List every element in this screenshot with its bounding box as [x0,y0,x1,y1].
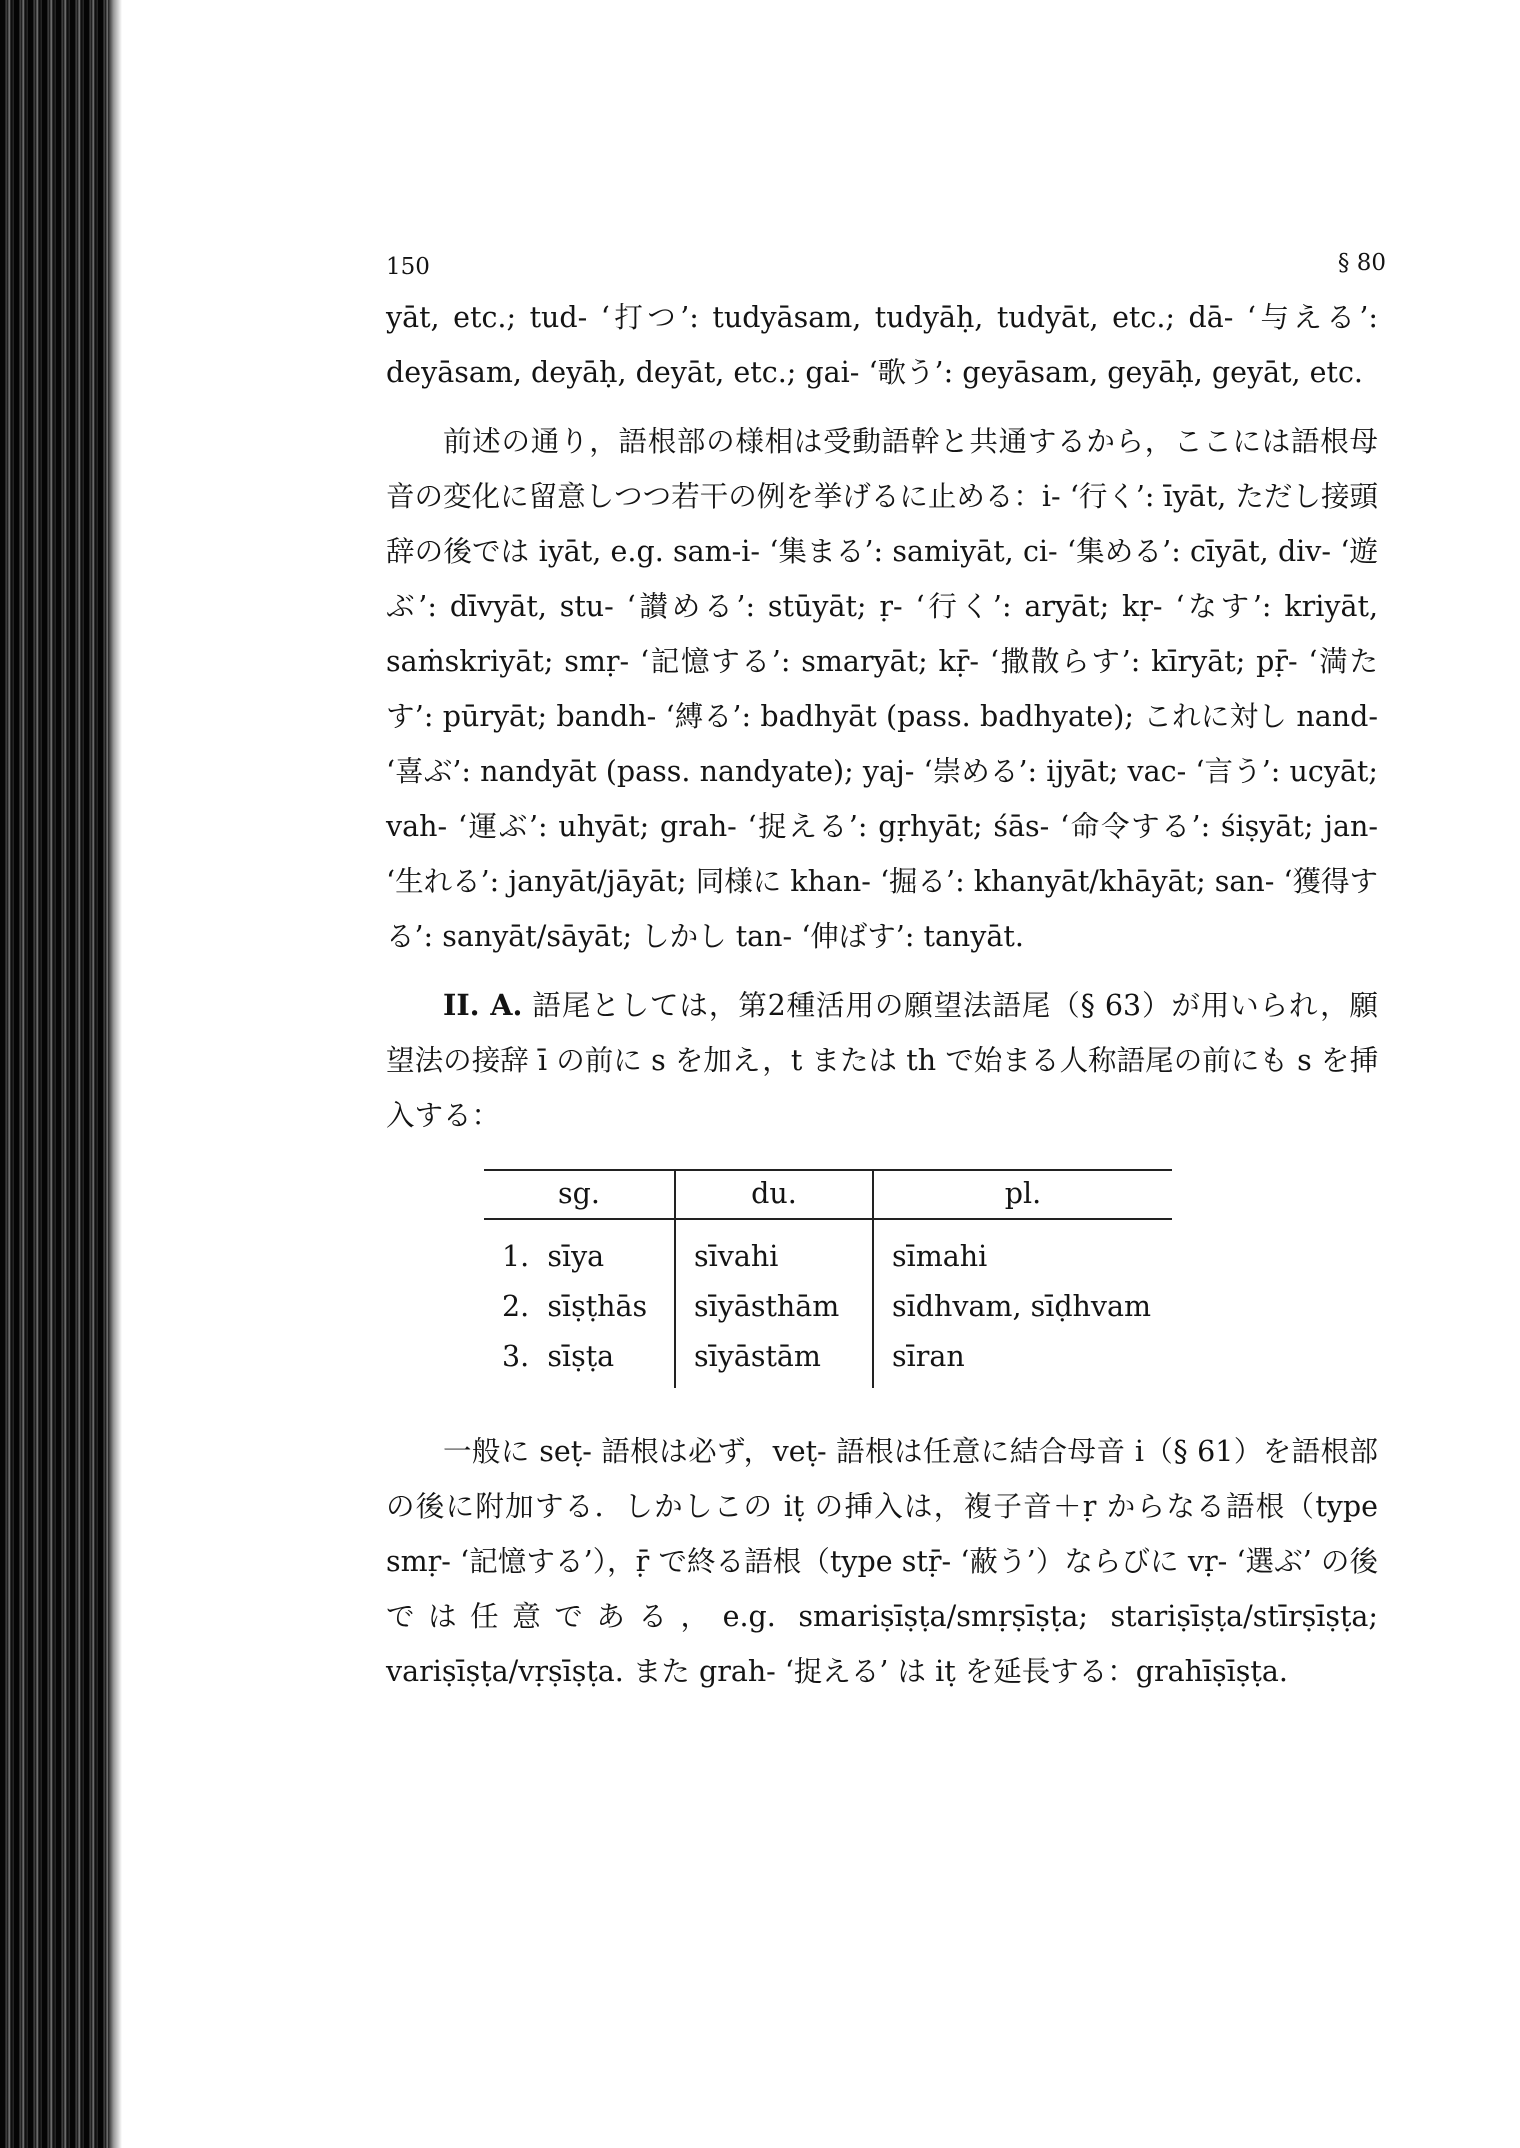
cell-sg [484,1219,675,1282]
section-label: II. A. [443,988,523,1022]
cell-pl: sīran [873,1332,1172,1388]
ending-table [484,1169,1172,1388]
cell-sg [484,1332,675,1388]
paragraph-root-examples: 前述の通り，語根部の様相は受動語幹と共通するから，ここには語根母音の変化に留意しつつ若干の例を挙げるに止める：i- ‘行く’: īyāt, ただし接頭辞の後では iyāt, e.g. sam-i- ‘集まる’: samiyāt, ci- ‘集める’: cīyāt, div- ‘遊ぶ’: dīvyāt, stu- ‘讃める’: stūyāt; ṛ- ‘行く’: aryāt; kṛ- ‘なす’: kriyāt, saṁskriyāt; smṛ- ‘記憶する’: smaryāt; kṝ- ‘撒散らす’: kīryāt; pṝ- ‘満たす’: pūryāt; bandh- ‘縛る’: badhyāt (pass. badhyate); これに対し nand- ‘喜ぶ’: nandyāt (pass. nandyate); yaj- ‘崇める’: ijyāt; vac- ‘言う’: ucyāt; vah- ‘運ぶ’: uhyāt; grah- ‘捉える’: gṛhyāt; śās- ‘命令する’: śiṣyāt; jan- ‘生れる’: janyāt/jāyāt; 同様に khan- ‘掘る’: khanyāt/khāyāt; san- ‘獲得する’: sanyāt/sāyāt; しかし tan- ‘伸ばす’: tanyāt. [386,425,1378,953]
cell-du: sīyāstām [675,1332,873,1388]
paragraph-continued: yāt, etc.; tud- ‘打つ’: tudyāsam, tudyāḥ, tudyāt, etc.; dā- ‘与える’: deyāsam, deyāḥ, deyāt, etc.; gai- ‘歌う’: geyāsam, geyāḥ, geyāt, etc. [386,301,1378,389]
paragraph-endings [386,978,1378,1143]
cell-sg [484,1282,675,1332]
book-spine-shadow [0,0,112,2148]
page-header [386,240,1386,290]
table-row [484,1282,1172,1332]
row-number: 1. [502,1240,530,1273]
cell-sg-text: sīṣṭa [547,1340,615,1373]
paragraph-set-vet: 一般に seṭ- 語根は必ず，veṭ- 語根は任意に結合母音 i（§ 61）を語根部の後に附加する．しかしこの iṭ の挿入は，複子音＋ṛ からなる語根（type smṛ- ‘記憶する’），ṝ で終る語根（type stṝ- ‘蔽う’）ならびに vṛ- ‘選ぶ’ の後では任意である，e.g. smariṣīṣṭa/smṛṣīṣṭa; stariṣīṣṭa/stīrṣīṣṭa; variṣīṣṭa/vṛṣīṣṭa. また grah- ‘捉える’ は iṭ を延長する：grahīṣīṣṭa. [386,1435,1378,1688]
cell-du: sīyāsthām [675,1282,873,1332]
table-row [484,1332,1172,1388]
col-header-pl: pl. [873,1170,1172,1219]
row-number: 2. [502,1290,530,1323]
cell-pl: sīmahi [873,1219,1172,1282]
col-header-du: du. [675,1170,873,1219]
paragraph-endings-text: 語尾としては，第2種活用の願望法語尾（§ 63）が用いられ，願望法の接辞 ī の前に s を加え，t または th で始まる人称語尾の前にも s を挿入する： [386,989,1379,1132]
book-page [386,240,1386,1699]
table-header-row [484,1170,1172,1219]
cell-pl: sīdhvam, sīḍhvam [873,1282,1172,1332]
col-header-sg: sg. [484,1170,675,1219]
cell-sg-text: sīya [547,1240,605,1273]
row-number: 3. [502,1340,530,1373]
page-number: 150 [386,254,430,280]
cell-sg-text: sīṣṭhās [547,1290,648,1323]
cell-du: sīvahi [675,1219,873,1282]
section-marker: § 80 [1337,250,1386,276]
table-row [484,1219,1172,1282]
